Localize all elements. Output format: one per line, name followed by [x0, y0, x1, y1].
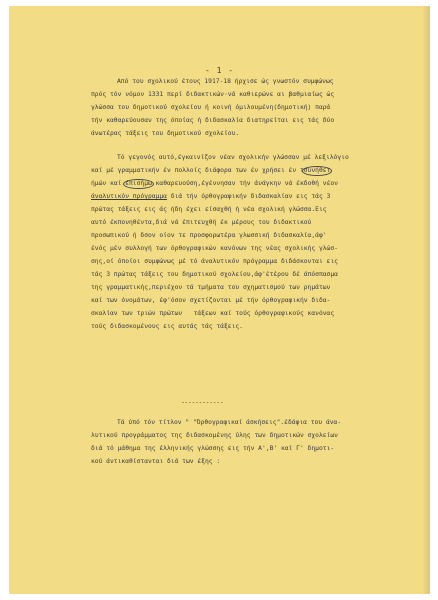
text-line: γλώσσα του δημοτικού σχολείου ή κοινή όμιλουμένη(δημοτική) παρά — [91, 104, 331, 111]
page-number: - 1 - — [204, 66, 235, 75]
text-line: τούς διδασκομένους εις αυτάς τάς τάξεις. — [91, 323, 243, 330]
underlined-phrase: άναλυτικόν πρόγραμμα — [91, 193, 167, 200]
text-segment: καί μέ γραμματικήν έν πολλοίς διάφορα των έν χρήσει έν τ — [91, 167, 304, 174]
text-line: άνωτέρας τάξεις του δημοτικού σχολείου. — [91, 130, 240, 137]
text-line: τάς 3 πρώτας τάξεις του δημοτικού σχολείου,άφ'έτέρου δέ άπόσπασμα — [91, 271, 338, 278]
circled-word: συνήθει — [303, 167, 331, 174]
text-line: πρώτας τάξεις εις άς ήδη έχει είσαχθή ή νέα σχολική γλώσσα.Εις — [91, 206, 327, 213]
typewritten-page — [9, 6, 430, 594]
text-line: προσωπικού ή δσον οίον τε προσφορωτέρα γλωσσική διδασκαλία,άφ' — [91, 232, 327, 239]
text-line: λυτικού προγράμματος της διδασκομένης ύλης των δημοτικών σχολείων — [91, 432, 338, 439]
section-separator: ------------ — [181, 399, 224, 406]
text-segment: ήμών καί — [91, 180, 126, 187]
text-line: σης,οί όποίοι συμφώνως μέ τό άναλυτικόν πρόγραμμα διδάσκονται εις — [91, 258, 338, 265]
text-line: κού άντικαθίστανται διά των έξης : — [91, 458, 221, 465]
text-line: τήν καθαρεύουσαν της όποίας ή διδασκαλία διατηρείται εις τάς δύο — [91, 117, 335, 124]
text-line: Από του σχολικού έτους 1917-18 ήρχισε ώς γνωστόν συμφώνως — [117, 78, 334, 85]
text-line: της γραμματικής,περιέχον τά τμήματα του σχηματισμού των ρημάτων — [91, 284, 331, 291]
text-line — [91, 179, 338, 188]
text-line: διά τό μάθημα της έλληνικής γλώσσης εις τήν Α',Β' καί Γ' δημοτι- — [91, 445, 335, 452]
text-line: αυτό έκπονηθέντα,διά νά έπιτευχθή έκ μέρους του διδακτικού — [91, 219, 312, 226]
text-line: Τό γεγονός αυτό,έγκαινίζον νέαν σχολικήν γλώσσαν μέ λεξιλόγιο — [117, 154, 349, 161]
text-line: σκαλίαν των τριών πρώτων τάξεων καί τούς όρθογραφικούς κανόνας — [91, 310, 335, 317]
text-line: ένός μέν συλλογή των όρθογραφικών κανόνων της νέας σχολικής γλώσ- — [91, 245, 338, 252]
text-segment: καθαρευούση,έγέννησαν τήν άνάγκην νά έκδοθή νέον — [151, 180, 338, 187]
text-line: καί των όνομάτων, έφ'όσον σχετίζονται μέ τήν όρθογραφικήν διδα- — [91, 297, 331, 304]
text-segment: διά τήν όρθογραφικήν διδασκαλίαν εις τάς 3 — [167, 193, 331, 200]
text-line: πρός τόν νόμον 1331 περί διδακτικών·νά καθιερώνε αι βαθμιαίως ώς — [91, 91, 335, 98]
circled-word: έπισήμω — [125, 180, 152, 187]
text-line — [91, 166, 330, 175]
text-line: Τά ύπό τόν τίτλον " "Όρθογραφικαί άσκήσεις".έδάφια του άνα- — [117, 419, 342, 426]
text-line — [91, 192, 330, 201]
